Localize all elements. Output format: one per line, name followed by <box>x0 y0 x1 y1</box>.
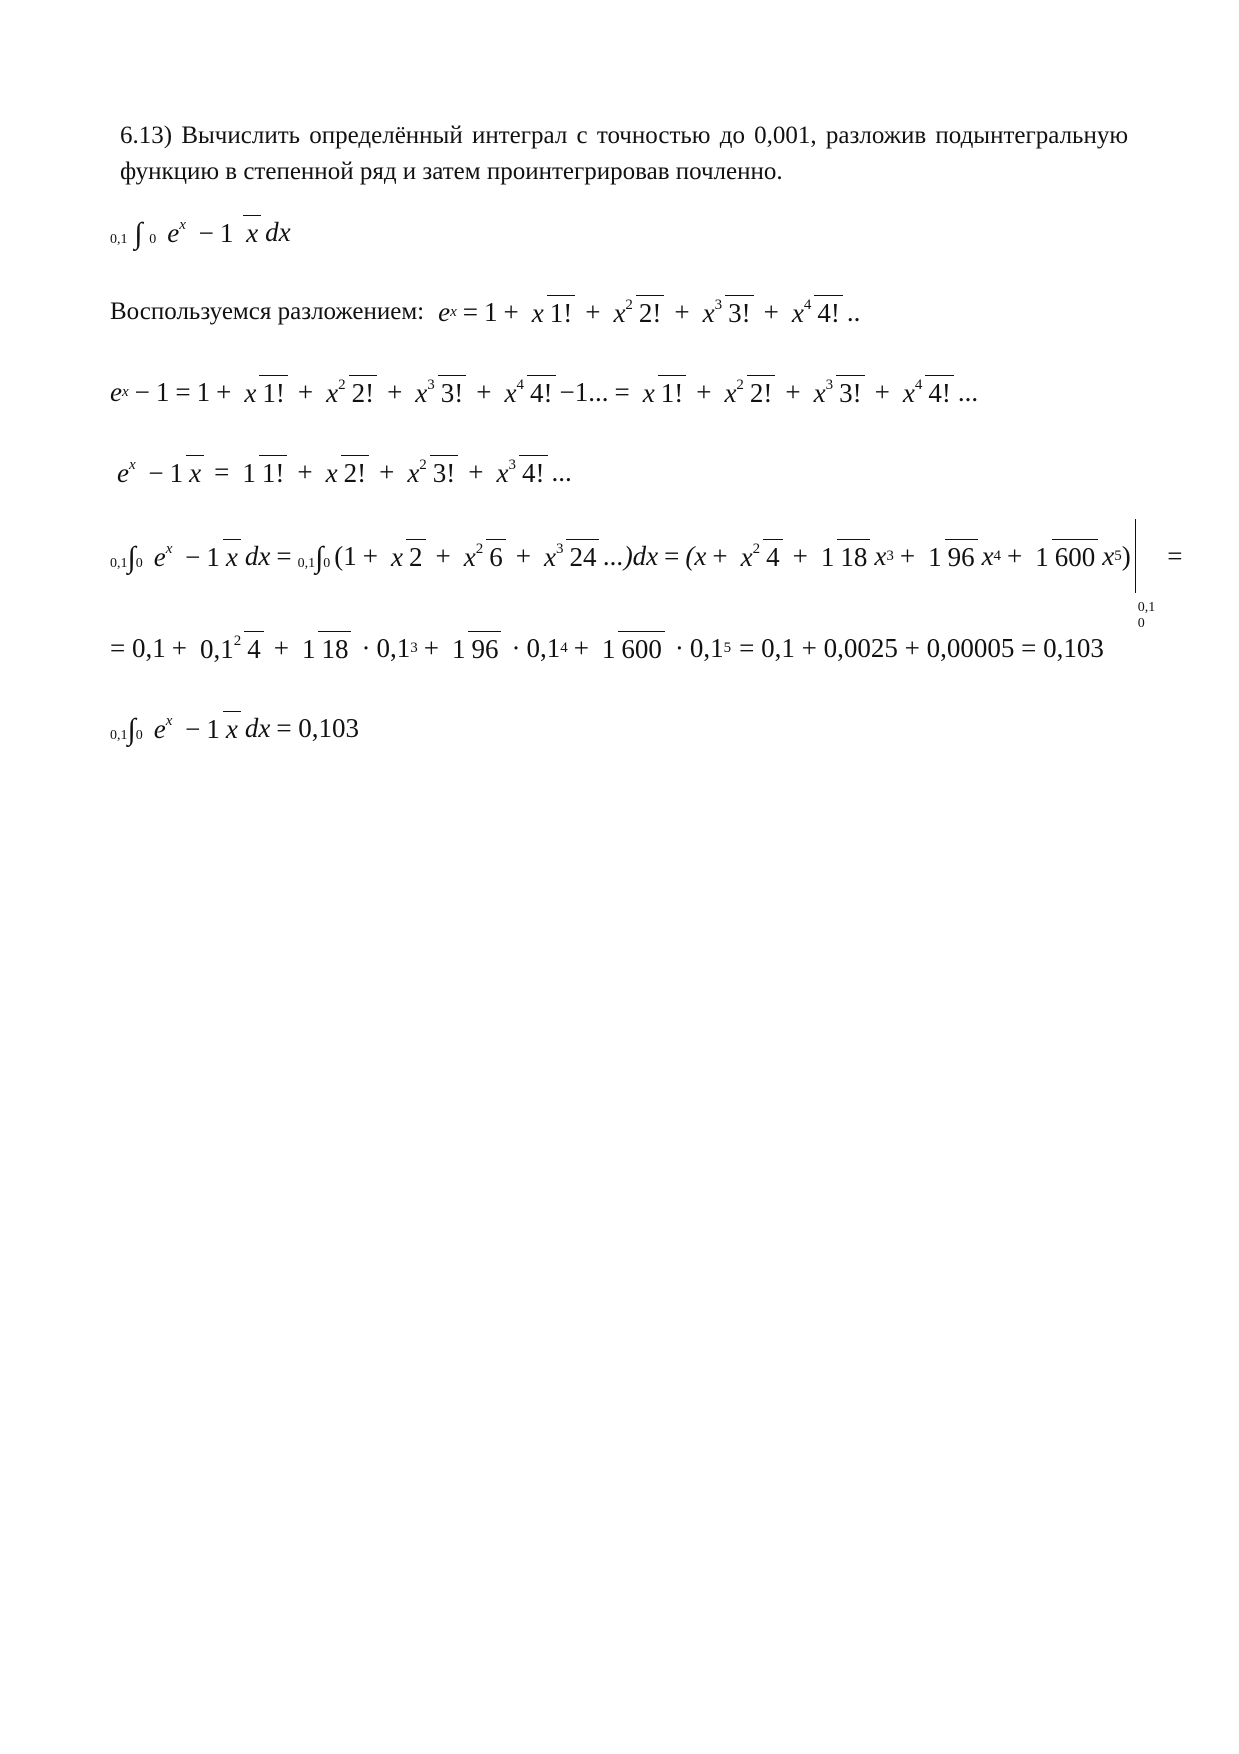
termwise-integration: 0,1∫0 ex − 1 x dx = 0,1∫0 (1 + x 2 + x2 6 + x3 24 ...)dx = (x + x2 4 + 1 18 x 3 + 1 96 x 4 + 1 600 x 5 ) 0,1 0 = <box>110 516 1189 596</box>
problem-text: Вычислить определённый интеграл с точностью до 0,001, разложив подынтегральную функцию в степенной ряд и затем проинтегрировав почленно. <box>120 122 1129 185</box>
integral-sign: 0,1 ∫ 0 <box>110 217 157 250</box>
final-result: 0,1∫0 ex − 1 x dx = 0,103 <box>110 712 360 746</box>
evaluation-bar: 0,1 0 <box>1135 519 1156 593</box>
expansion-label: Воспользуемся разложением: <box>110 298 425 325</box>
integral-statement: 0,1 ∫ 0 ex − 1 x dx <box>110 216 291 250</box>
integrand-fraction: ex − 1 x <box>164 215 261 250</box>
problem-statement <box>120 118 1128 190</box>
exp-expansion: Воспользуемся разложением: e x = 1 + x 1! + x2 2! + x3 3! + x4 4! .. <box>110 296 861 328</box>
problem-number: 6.13) <box>120 122 173 149</box>
exp-minus-one: e x − 1 = 1 + x 1! + x2 2! + x3 3! + x4 4! −1... = x 1! + x2 2! + x3 3! + x4 4! ... <box>110 376 979 408</box>
numeric-evaluation: = 0,1 + 0,12 4 + 1 18 · 0,1 3 + 1 96 · 0,1 4 + 1 600 · 0,1 5 = 0,1 + 0,0025 + 0,00005 = 0,103 <box>110 632 1104 664</box>
divided-series: ex − 1 x = 1 1! + x 2! + x2 3! + x3 4! ... <box>117 456 572 488</box>
